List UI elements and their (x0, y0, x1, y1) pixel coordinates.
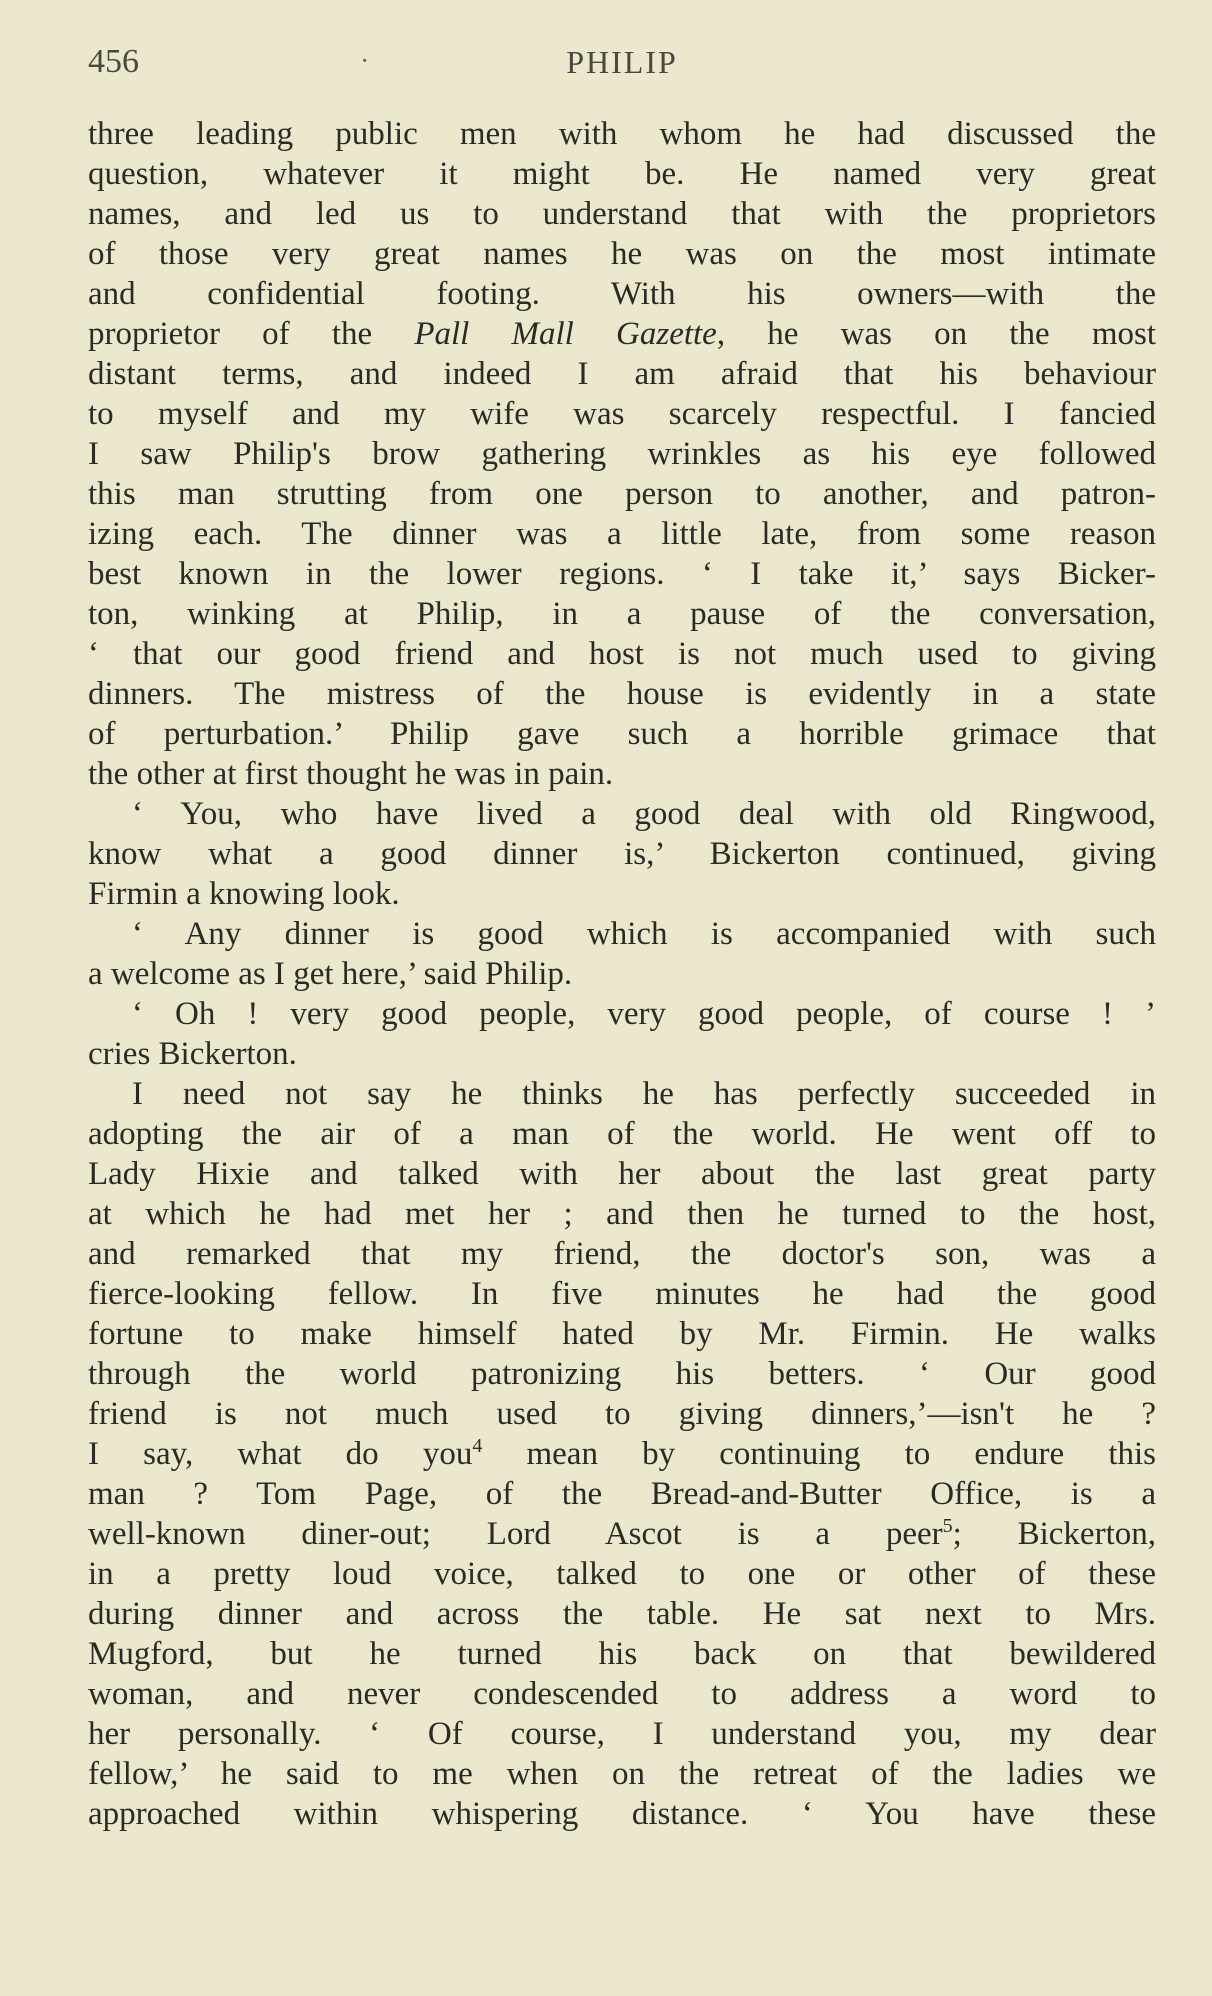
text-line: friend is not much used to giving dinners,’—isn't he ? (88, 1396, 1156, 1432)
text-line: I need not say he thinks he has perfectly succeeded in (132, 1076, 1156, 1112)
page-number: 456 (88, 43, 139, 80)
text-line: during dinner and across the table. He sat next to Mrs. (88, 1596, 1156, 1632)
text-line: at which he had met her ; and then he turned to the host, (88, 1196, 1156, 1232)
text-line: Mugford, but he turned his back on that bewildered (88, 1636, 1156, 1672)
footnote-marker: 5 (942, 1515, 953, 1537)
text-line: question, whatever it might be. He named very great (88, 156, 1156, 192)
text-line: through the world patronizing his betters. ‘ Our good (88, 1356, 1156, 1392)
text-line: ‘ Oh ! very good people, very good people, of course ! ’ (132, 996, 1156, 1032)
text-line: ‘ You, who have lived a good deal with old Ringwood, (132, 796, 1156, 832)
text-line: approached within whispering distance. ‘ You have these (88, 1796, 1156, 1832)
text-run: proprietor of the (88, 316, 415, 352)
text-line: and remarked that my friend, the doctor's son, was a (88, 1236, 1156, 1272)
text-run: ; Bickerton, (952, 1516, 1156, 1552)
text-line: three leading public men with whom he had discussed the (88, 116, 1156, 152)
text-run: well-known diner-out; Lord Ascot is a peer (88, 1516, 943, 1552)
text-line: a welcome as I get here,’ said Philip. (88, 956, 573, 992)
body-text (88, 114, 1156, 1834)
newspaper-title: Pall Mall Gazette (414, 316, 717, 352)
text-line: know what a good dinner is,’ Bickerton continued, giving (88, 836, 1156, 872)
text-line: to myself and my wife was scarcely respectful. I fancied (88, 396, 1156, 432)
running-head (88, 40, 1156, 84)
text-line: best known in the lower regions. ‘ I take it,’ says Bicker- (88, 556, 1156, 592)
text-run: I say, what do you (88, 1436, 473, 1472)
header-separator: · (360, 46, 370, 77)
text-line: ton, winking at Philip, in a pause of the conversation, (88, 596, 1156, 632)
text-line: cries Bickerton. (88, 1036, 297, 1072)
text-line: of perturbation.’ Philip gave such a horrible grimace that (88, 716, 1156, 752)
text-line: I saw Philip's brow gathering wrinkles as his eye followed (88, 436, 1156, 472)
text-line: distant terms, and indeed I am afraid that his behaviour (88, 356, 1156, 392)
running-title: PHILIP (566, 44, 678, 80)
text-line: and confidential footing. With his owners—with the (88, 276, 1156, 312)
text-line: ‘ Any dinner is good which is accompanied with such (132, 916, 1156, 952)
text-line: dinners. The mistress of the house is evidently in a state (88, 676, 1156, 712)
text-line: of those very great names he was on the most intimate (88, 236, 1156, 272)
footnote-marker: 4 (472, 1435, 483, 1457)
text-line (88, 314, 1156, 354)
text-line: fortune to make himself hated by Mr. Firmin. He walks (88, 1316, 1156, 1352)
text-run: , he was on the most (716, 316, 1156, 352)
text-line: Firmin a knowing look. (88, 876, 400, 912)
text-line: Lady Hixie and talked with her about the last great party (88, 1156, 1156, 1192)
text-line: woman, and never condescended to address a word to (88, 1676, 1156, 1712)
text-line: this man strutting from one person to another, and patron- (88, 476, 1156, 512)
text-line: in a pretty loud voice, talked to one or other of these (88, 1556, 1156, 1592)
text-line: the other at first thought he was in pain. (88, 756, 614, 792)
text-line: man ? Tom Page, of the Bread-and-Butter Office, is a (88, 1476, 1156, 1512)
text-line: her personally. ‘ Of course, I understand you, my dear (88, 1716, 1156, 1752)
text-line: fierce-looking fellow. In five minutes he had the good (88, 1276, 1156, 1312)
text-line: izing each. The dinner was a little late, from some reason (88, 516, 1156, 552)
text-line: names, and led us to understand that with the proprietors (88, 196, 1156, 232)
text-line: adopting the air of a man of the world. He went off to (88, 1116, 1156, 1152)
text-line: fellow,’ he said to me when on the retreat of the ladies we (88, 1756, 1156, 1792)
text-line (88, 1434, 1156, 1474)
text-run: mean by continuing to endure this (482, 1436, 1156, 1472)
text-line (88, 1514, 1156, 1554)
text-line: ‘ that our good friend and host is not much used to giving (88, 636, 1156, 672)
